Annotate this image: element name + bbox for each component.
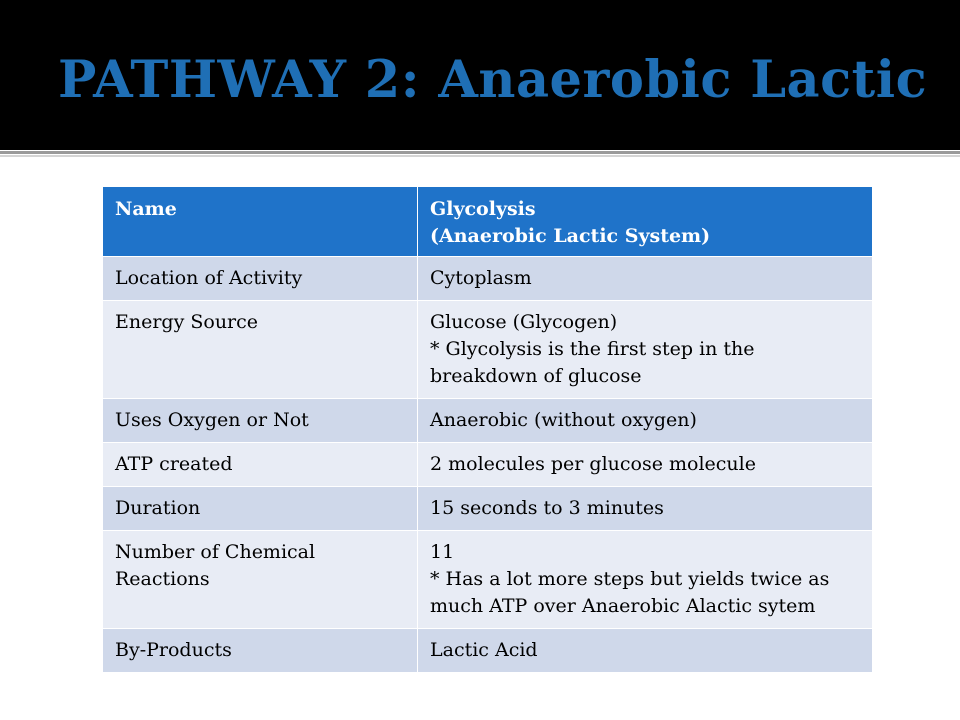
- row-value-line: Cytoplasm: [430, 267, 532, 289]
- title-divider: [0, 151, 960, 154]
- row-value-line: * Glycolysis is the first step in the breakdown of glucose: [430, 338, 755, 387]
- table-row: [103, 399, 873, 443]
- table-row: [103, 629, 873, 673]
- row-label: Duration: [103, 487, 418, 531]
- table-row: [103, 531, 873, 629]
- header-value-line: Glycolysis: [430, 198, 536, 220]
- row-value: [418, 531, 873, 629]
- row-value-line: * Has a lot more steps but yields twice as much ATP over Anaerobic Alactic sytem: [430, 568, 830, 617]
- pathway-table: [102, 186, 873, 673]
- row-label: ATP created: [103, 443, 418, 487]
- row-label: Energy Source: [103, 301, 418, 399]
- row-value-line: Glucose (Glycogen): [430, 311, 618, 333]
- row-label: Location of Activity: [103, 257, 418, 301]
- table-row: [103, 257, 873, 301]
- row-value: [418, 257, 873, 301]
- row-value-line: 2 molecules per glucose molecule: [430, 453, 756, 475]
- row-value: [418, 301, 873, 399]
- row-value: [418, 443, 873, 487]
- header-value-line: (Anaerobic Lactic System): [430, 225, 711, 247]
- row-label: Uses Oxygen or Not: [103, 399, 418, 443]
- slide-title: PATHWAY 2: Anaerobic Lactic: [58, 50, 928, 110]
- row-value-line: 15 seconds to 3 minutes: [430, 497, 664, 519]
- table-row: [103, 301, 873, 399]
- row-label: Number of Chemical Reactions: [103, 531, 418, 629]
- row-label: By-Products: [103, 629, 418, 673]
- row-value-line: Lactic Acid: [430, 639, 538, 661]
- header-cell-glycolysis: [418, 187, 873, 257]
- row-value-line: Anaerobic (without oxygen): [430, 409, 697, 431]
- row-value: [418, 629, 873, 673]
- row-value-line: 11: [430, 541, 455, 563]
- table-row: [103, 443, 873, 487]
- row-value: [418, 399, 873, 443]
- row-value: [418, 487, 873, 531]
- header-cell-name: Name: [103, 187, 418, 257]
- title-divider-secondary: [0, 155, 960, 157]
- table-row: [103, 487, 873, 531]
- table-header-row: [103, 187, 873, 257]
